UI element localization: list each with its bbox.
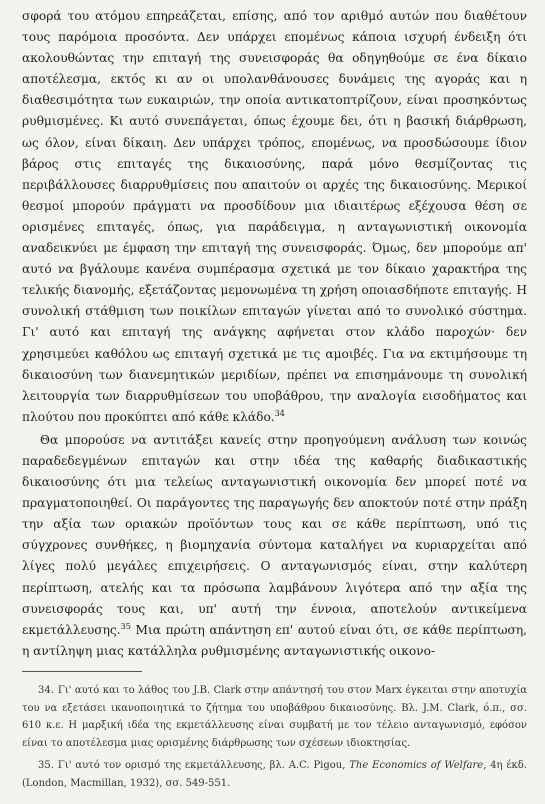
paragraph-2	[22, 430, 527, 662]
book-title: The Economics of Welfare	[349, 760, 484, 772]
footnote-34	[22, 682, 527, 752]
main-text	[22, 6, 527, 662]
footnote-number: 35.	[38, 760, 54, 772]
footnote-text-after: , 4η έκδ. (London, Macmillan, 1932), σσ. 549-551.	[22, 760, 527, 789]
footnote-divider	[22, 671, 142, 672]
paragraph-1	[22, 6, 527, 428]
footnote-ref-35[interactable]: 35	[120, 621, 131, 631]
footnote-text: Γι' αυτό και το λάθος του J.B. Clark στην απάντησή του στον Marx έγκειται στην αποτυχία του να εξετάσει ικανοποιητικά το ζήτημα του υποβάθρου δικαιοσύνης. Βλ. J.M. Clark, ό.π., σσ. 610 κ.ε. Η μαρξική ιδέα της εκμετάλλευσης είναι συμβατή με τον τέλειο ανταγωνισμό, εφόσον είναι το αποτέλεσμα μιας ορισμένης διάρθρωσης των σχέσεων ιδιοκτησίας.	[22, 684, 527, 749]
footnote-35	[22, 757, 527, 792]
footnote-number: 34.	[38, 684, 54, 696]
paragraph-2-tail: Μια πρώτη απάντηση επ' αυτού είναι ότι, σε κάθε περίπτωση, η αντίληψη μιας κατάλληλα ρυθμισμένης ανταγωνιστικής οικονο-	[22, 622, 527, 658]
footnotes	[22, 682, 527, 793]
paragraph-2-text: Θα μπορούσε να αντιτάξει κανείς στην προηγούμενη ανάλυση των κοινώς παραδεδεγμένων επιταγών και στην ιδέα της καθαρής διαδικαστικής δικαιοσύνης ότι μια τελείως ανταγωνιστική οικονομία δεν μπορεί ποτέ να πραγματοποιηθεί. Οι παράγοντες της παραγωγής δεν αποκτούν ποτέ στην πράξη την αξία των οριακών προϊόντων τους και σε κάθε περίπτωση, υπό τις σύγχρονες συνθήκες, η βιομηχανία σύντομα καταλήγει να κυριαρχείται από λίγες πολύ μεγάλες επιχειρήσεις. Ο ανταγωνισμός είναι, στην καλύτερη περίπτωση, ατελής και τα πρόσωπα λαμβάνουν λιγότερα από την αξία της συνεισφοράς τους και, υπ' αυτή την έννοια, αποτελούν αντικείμενα εκμετάλλευσης.	[22, 432, 527, 637]
paragraph-1-text: σφορά του ατόμου επηρεάζεται, επίσης, από τον αριθμό αυτών που διαθέτουν τους παρόμοια προσόντα. Δεν υπάρχει επομένως κάποια ισχυρή ένδειξη ότι ακολουθώντας την επιταγή της συνεισφοράς θα οδηγηθούμε σε ένα δίκαιο αποτέλεσμα, εκτός κι αν οι υπολανθάνουσες δυνάμεις της αγοράς και η διαθεσιμότητα των ευκαιριών, την οποία αντικατοπτρίζουν, είναι προσηκόντως ρυθμισμένες. Κι αυτό συνεπάγεται, όπως έχουμε δει, ότι η βασική διάρθρωση, ως όλον, είναι δίκαιη. Δεν υπάρχει τρόπος, επομένως, να προσδώσουμε ίδιον βάρος στις επιταγές της δικαιοσύνης, παρά μόνο θεσμίζοντας τις περιβάλλουσες διαρρυθμίσεις που απαιτούν οι αρχές της δικαιοσύνης. Μερικοί θεσμοί μπορούν πράγματι να προσδίδουν μια ιδιαιτέρως εξέχουσα θέση σε ορισμένες επιταγές, όπως, για παράδειγμα, η ανταγωνιστική οικονομία αναδεικνύει με έμφαση την επιταγή της συνεισφοράς. Όμως, δεν μπορούμε απ' αυτό να βγάλουμε κανένα συμπέρασμα σχετικά με τον δίκαιο χαρακτήρα της τελικής διανομής, εξετάζοντας μεμονωμένα τη χρήση οποιασδήποτε επιταγής. Η συνολική στάθμιση των ποικίλων επιταγών γίνεται από το συνολικό σύστημα. Γι' αυτό και επιταγή της ανάγκης αφήνεται στον κλάδο παροχών· δεν χρησιμεύει καθόλου ως επιταγή σχετικά με τις αμοιβές. Για να εκτιμήσουμε τη δικαιοσύνη των διανεμητικών μεριδίων, πρέπει να επισημάνουμε τη συνολική λειτουργία των διαρρυθμίσεων του υποβάθρου, την αναλογία εισοδήματος και πλούτου που προκύπτει από κάθε κλάδο.	[22, 9, 527, 424]
footnote-text-before: Γι' αυτό τον ορισμό της εκμετάλλευσης, βλ. A.C. Pigou,	[57, 760, 350, 772]
footnote-ref-34[interactable]: 34	[274, 408, 285, 418]
